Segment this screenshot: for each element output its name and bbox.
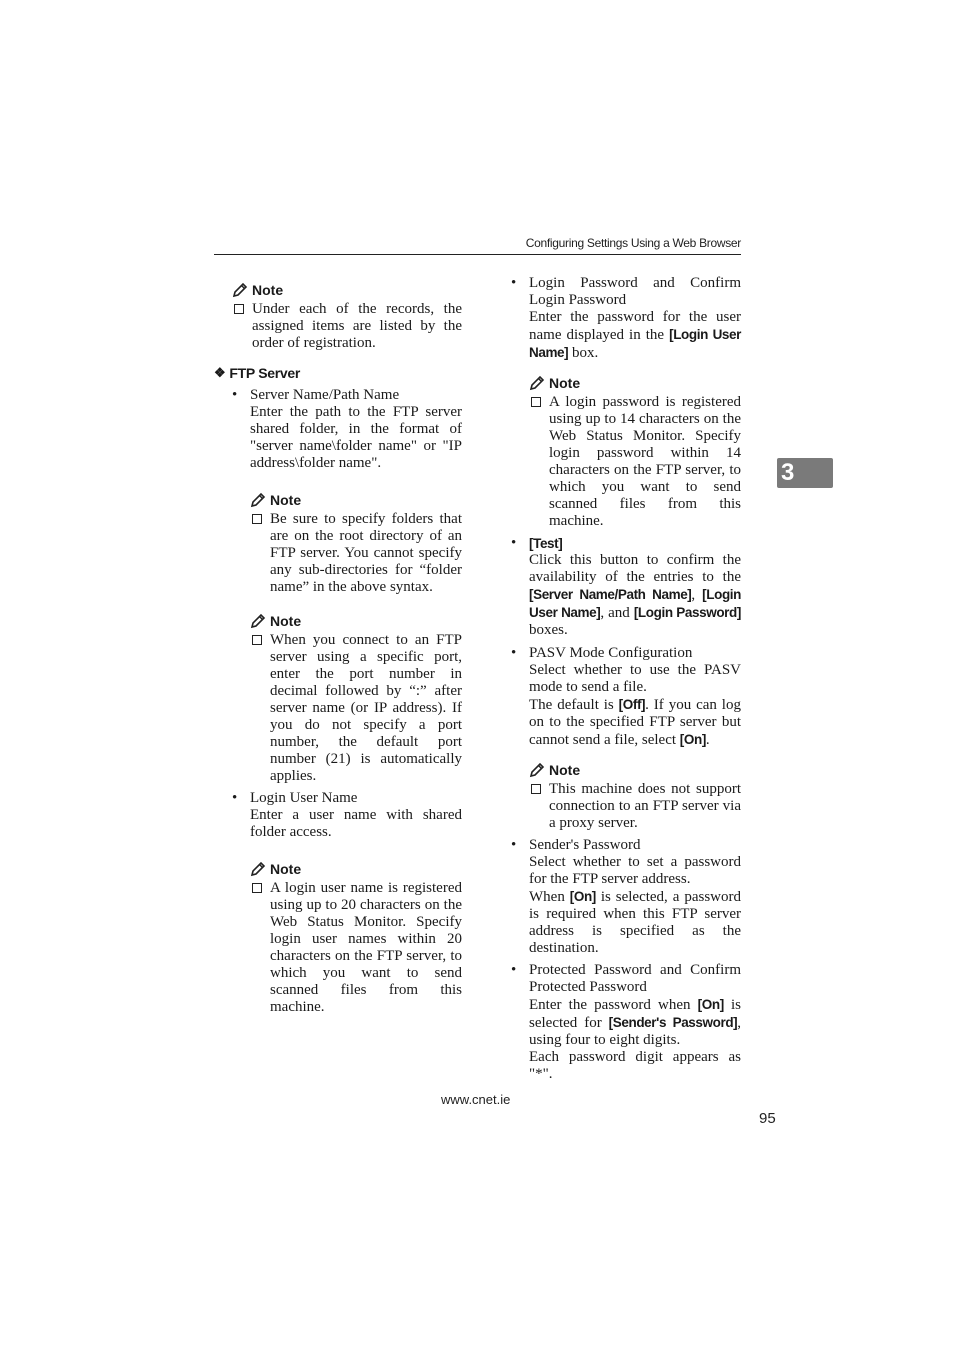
note-label: Note [549, 375, 581, 391]
checkbox-icon [531, 784, 541, 794]
list-item-server-name [214, 387, 462, 472]
page-number: 95 [759, 1110, 776, 1127]
note-item [529, 394, 741, 530]
bullet-icon: • [511, 535, 517, 551]
right-column [511, 275, 741, 1083]
header-title: Configuring Settings Using a Web Browser [525, 236, 741, 250]
note-label: Note [252, 282, 284, 298]
item-title: Sender's Password [529, 837, 641, 853]
note-item [232, 301, 462, 352]
bullet-content [250, 790, 462, 841]
bullet-content [250, 387, 462, 472]
footer-url: www.cnet.ie [441, 1092, 511, 1107]
note-block [232, 281, 462, 352]
item-text: Enter the password when [On] is selected for [Sender's Password], using four to eight digits. [529, 997, 742, 1048]
note-text: Be sure to specify folders that are on the root directory of an FTP server. You cannot specify any sub-directories for “folder name” in the above syntax. [270, 511, 462, 595]
bullet-icon: • [511, 275, 517, 291]
note-item [250, 511, 462, 596]
item-text: Enter the path to the FTP server shared folder, in the format of "server name\folder name" or "IP address\folder name". [250, 404, 462, 471]
bullet-content [529, 837, 741, 957]
checkbox-icon [252, 514, 262, 524]
key-label: [On] [697, 997, 724, 1012]
list-item-test [511, 535, 741, 639]
page-header [214, 236, 741, 255]
item-title: Login User Name [250, 790, 358, 806]
item-title: PASV Mode Configuration [529, 645, 693, 661]
note-heading [529, 761, 741, 779]
list-item-login-user-name [214, 790, 462, 841]
item-text: Click this button to confirm the availability of the entries to the [Server Name/Path Name], [Login User Name], and [Login Password] boxes. [529, 552, 742, 638]
checkbox-icon [531, 397, 541, 407]
item-text: Select whether to set a password for the FTP server address. [529, 854, 741, 887]
item-text: Each password digit appears as "*". [529, 1049, 741, 1082]
item-text: Enter the password for the user name displayed in the [Login User Name] box. [529, 309, 741, 361]
pencil-icon [250, 861, 266, 877]
item-title: [Test] [529, 536, 563, 551]
item-title: Protected Password and Confirm Protected Password [529, 962, 741, 995]
note-item [250, 632, 462, 785]
bullet-icon: • [511, 645, 517, 661]
note-block [529, 374, 741, 530]
pencil-icon [529, 762, 545, 778]
key-label: [Server Name/Path Name] [529, 587, 692, 602]
pencil-icon [250, 613, 266, 629]
key-label: [Off] [618, 697, 646, 712]
checkbox-icon [252, 883, 262, 893]
bullet-icon: • [232, 387, 238, 403]
bullet-icon: • [232, 790, 238, 806]
note-text: A login user name is registered using up to 20 characters on the Web Status Monitor. Specify login user names within 20 characters on the FTP server, to which you want to send scanned files from this machine. [270, 880, 462, 1015]
key-label: [Login Password] [633, 605, 741, 620]
item-title: Server Name/Path Name [250, 387, 400, 403]
list-item-pasv [511, 645, 741, 749]
note-block [250, 612, 462, 785]
item-text: Select whether to use the PASV mode to send a file. [529, 662, 741, 695]
note-text: This machine does not support connection to an FTP server via a proxy server. [549, 781, 741, 831]
list-item-protected-password [511, 962, 741, 1083]
note-heading [250, 612, 462, 630]
note-block [250, 860, 462, 1016]
note-label: Note [270, 613, 302, 629]
section-heading [214, 365, 462, 381]
item-text: Enter a user name with shared folder access. [250, 807, 462, 840]
note-heading [529, 374, 741, 392]
note-label: Note [270, 861, 302, 877]
chapter-number: 3 [781, 459, 795, 486]
key-label: [On] [679, 732, 706, 747]
note-heading [250, 860, 462, 878]
pencil-icon [232, 282, 248, 298]
note-heading [250, 491, 462, 509]
section-title: FTP Server [229, 365, 301, 381]
bullet-content [529, 535, 741, 639]
item-text: When [On] is selected, a password is required when this FTP server address is specified as the destination. [529, 889, 741, 956]
note-block [250, 491, 462, 596]
checkbox-icon [252, 635, 262, 645]
note-text: A login password is registered using up to 14 characters on the Web Status Monitor. Specify login password within 14 characters on the FTP server, to which you want to send scanned files from this machine. [549, 394, 741, 529]
list-item-login-password [511, 275, 741, 362]
note-item [250, 880, 462, 1016]
note-label: Note [549, 762, 581, 778]
note-heading [232, 281, 462, 299]
pencil-icon [529, 375, 545, 391]
item-text: The default is [Off]. If you can log on to the specified FTP server but cannot send a file, select [On]. [529, 697, 741, 748]
note-item [529, 781, 741, 832]
bullet-content [529, 962, 741, 1083]
note-label: Note [270, 492, 302, 508]
note-text: Under each of the records, the assigned items are listed by the order of registration. [252, 301, 462, 351]
left-column [214, 281, 462, 1016]
note-text: When you connect to an FTP server using a specific port, enter the port number in decimal followed by “:” after server name (or IP address). If you do not specify a port number, the default port number (21) is automatically applies. [270, 632, 462, 784]
bullet-icon: • [511, 837, 517, 853]
bullet-icon: • [511, 962, 517, 978]
key-label: [Sender's Password] [608, 1015, 738, 1030]
bullet-content [529, 275, 741, 362]
pencil-icon [250, 492, 266, 508]
diamond-icon: ❖ [214, 365, 226, 380]
chapter-tab [777, 458, 833, 488]
list-item-senders-password [511, 837, 741, 957]
note-block [529, 761, 741, 832]
key-label: [On] [569, 889, 596, 904]
bullet-content [529, 645, 741, 749]
item-title: Login Password and Confirm Login Password [529, 275, 741, 308]
key-label: [Login User Name] [529, 327, 741, 360]
key-label: [Login User Name] [529, 587, 742, 620]
checkbox-icon [234, 304, 244, 314]
